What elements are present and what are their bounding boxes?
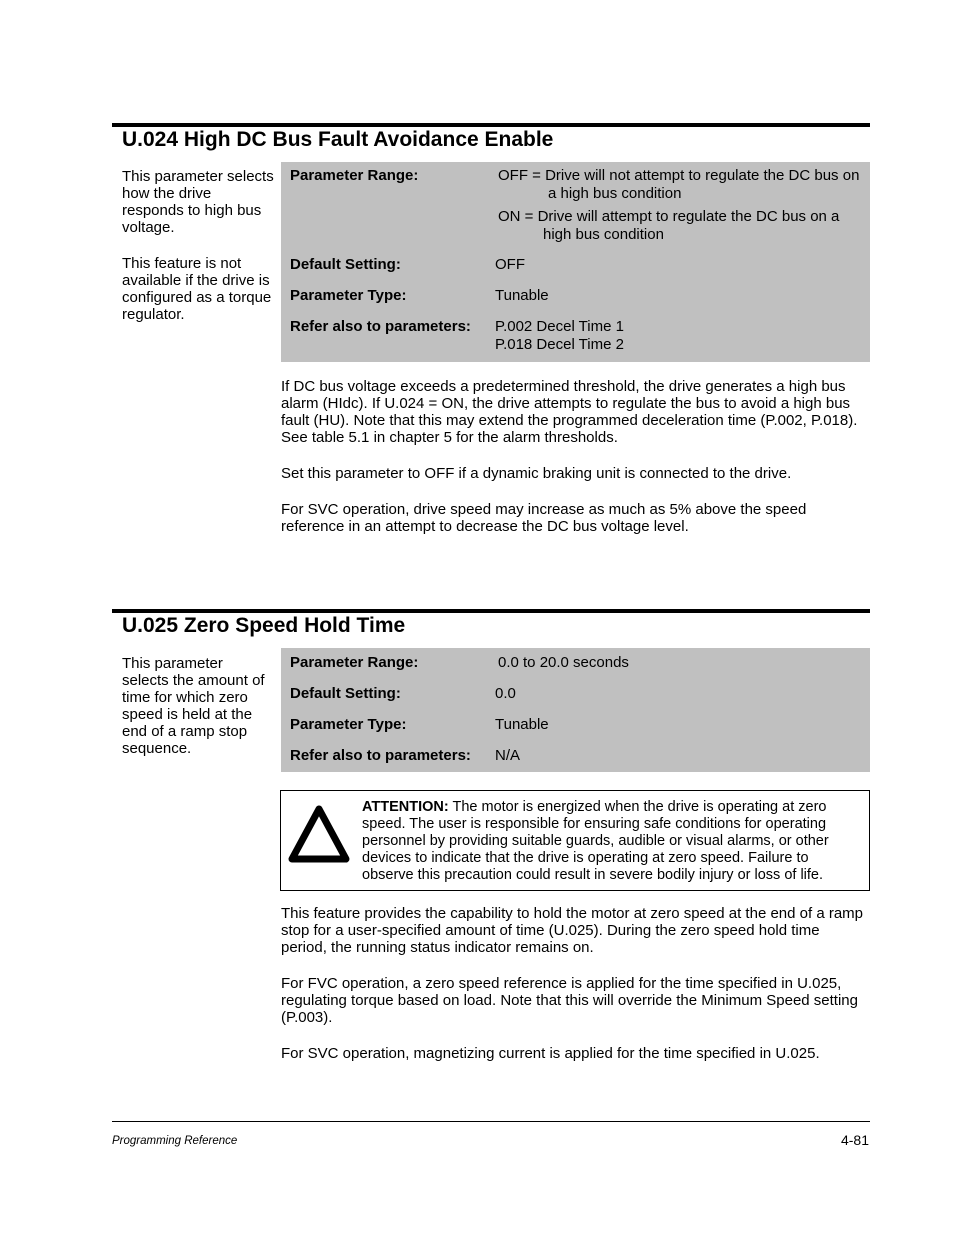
section2-top-rule	[112, 609, 870, 613]
footer-rule	[112, 1121, 870, 1122]
refer-also-label: Refer also to parameters:	[290, 747, 471, 764]
section2-title: U.025 Zero Speed Hold Time	[122, 614, 406, 637]
section2-body-p2: For FVC operation, a zero speed reference is applied for the time specified in U.025, regulating torque based on load. Note that this will override the Minimum Speed setting (P.003).	[281, 975, 858, 1026]
section1-title: U.024 High DC Bus Fault Avoidance Enable	[122, 128, 554, 151]
default-setting-label: Default Setting:	[290, 685, 401, 702]
section2-param-table	[281, 648, 870, 772]
parameter-type-label: Parameter Type:	[290, 716, 407, 733]
refer-also-label: Refer also to parameters:	[290, 318, 471, 335]
section1-body-p3: For SVC operation, drive speed may increase as much as 5% above the speed reference in an attempt to decrease the DC bus voltage level.	[281, 501, 807, 535]
section1-side-p1: This parameter selects how the drive responds to high bus voltage.	[122, 168, 274, 236]
param-range-value-off: OFF = Drive will not attempt to regulate the DC bus on a high bus condition	[498, 167, 860, 202]
section2-body-p1: This feature provides the capability to hold the motor at zero speed at the end of a ramp stop for a user-specified amount of time (U.025). During the zero speed hold time period, the running status indicator remains on.	[281, 905, 864, 956]
section1-body-p1: If DC bus voltage exceeds a predetermined threshold, the drive generates a high bus alarm (HIdc). If U.024 = ON, the drive attempts to regulate the bus to avoid a high bus fault (HU). Note that this may extend the programmed deceleration time (P.002, P.018). See table 5.1 in chapter 5 for the alarm thresholds.	[281, 378, 858, 446]
parameter-type-value: Tunable	[495, 287, 549, 304]
param-range-value: 0.0 to 20.0 seconds	[498, 654, 629, 671]
section1-sidebar	[122, 168, 274, 342]
section1-top-rule	[112, 123, 870, 127]
attention-label: ATTENTION:	[362, 799, 449, 815]
section1-param-table	[281, 162, 870, 362]
parameter-type-value: Tunable	[495, 716, 549, 733]
section2-side-p1: This parameter selects the amount of time for which zero speed is held at the end of a ramp stop sequence.	[122, 655, 265, 757]
attention-text	[362, 799, 862, 884]
param-range-label: Parameter Range:	[290, 167, 419, 184]
attention-message: The motor is energized when the drive is operating at zero speed. The user is responsible for ensuring safe conditions for operating personnel by providing suitable guards, audible or visual alarms, or other devices to indicate that the drive is operating at zero speed. Failure to observe this precaution could result in severe bodily injury or loss of life.	[362, 799, 829, 883]
attention-box	[280, 790, 870, 891]
warning-triangle-icon	[286, 801, 352, 867]
param-range-value-on: ON = Drive will attempt to regulate the DC bus on a high bus condition	[498, 208, 840, 243]
footer-section-name: Programming Reference	[112, 1135, 238, 1147]
page-number: 4-81	[840, 1132, 869, 1148]
refer-also-value: N/A	[495, 747, 521, 764]
parameter-type-label: Parameter Type:	[290, 287, 407, 304]
section2-sidebar	[122, 655, 274, 776]
default-setting-value: 0.0	[495, 685, 516, 702]
default-setting-value: OFF	[495, 256, 525, 273]
default-setting-label: Default Setting:	[290, 256, 401, 273]
refer-also-value-2: P.018 Decel Time 2	[495, 336, 624, 353]
section1-side-p2: This feature is not available if the drive is configured as a torque regulator.	[122, 255, 272, 323]
section2-body-p3: For SVC operation, magnetizing current is applied for the time specified in U.025.	[281, 1045, 820, 1062]
refer-also-value-1: P.002 Decel Time 1	[495, 318, 624, 335]
section1-body-p2: Set this parameter to OFF if a dynamic braking unit is connected to the drive.	[281, 465, 792, 482]
param-range-label: Parameter Range:	[290, 654, 419, 671]
